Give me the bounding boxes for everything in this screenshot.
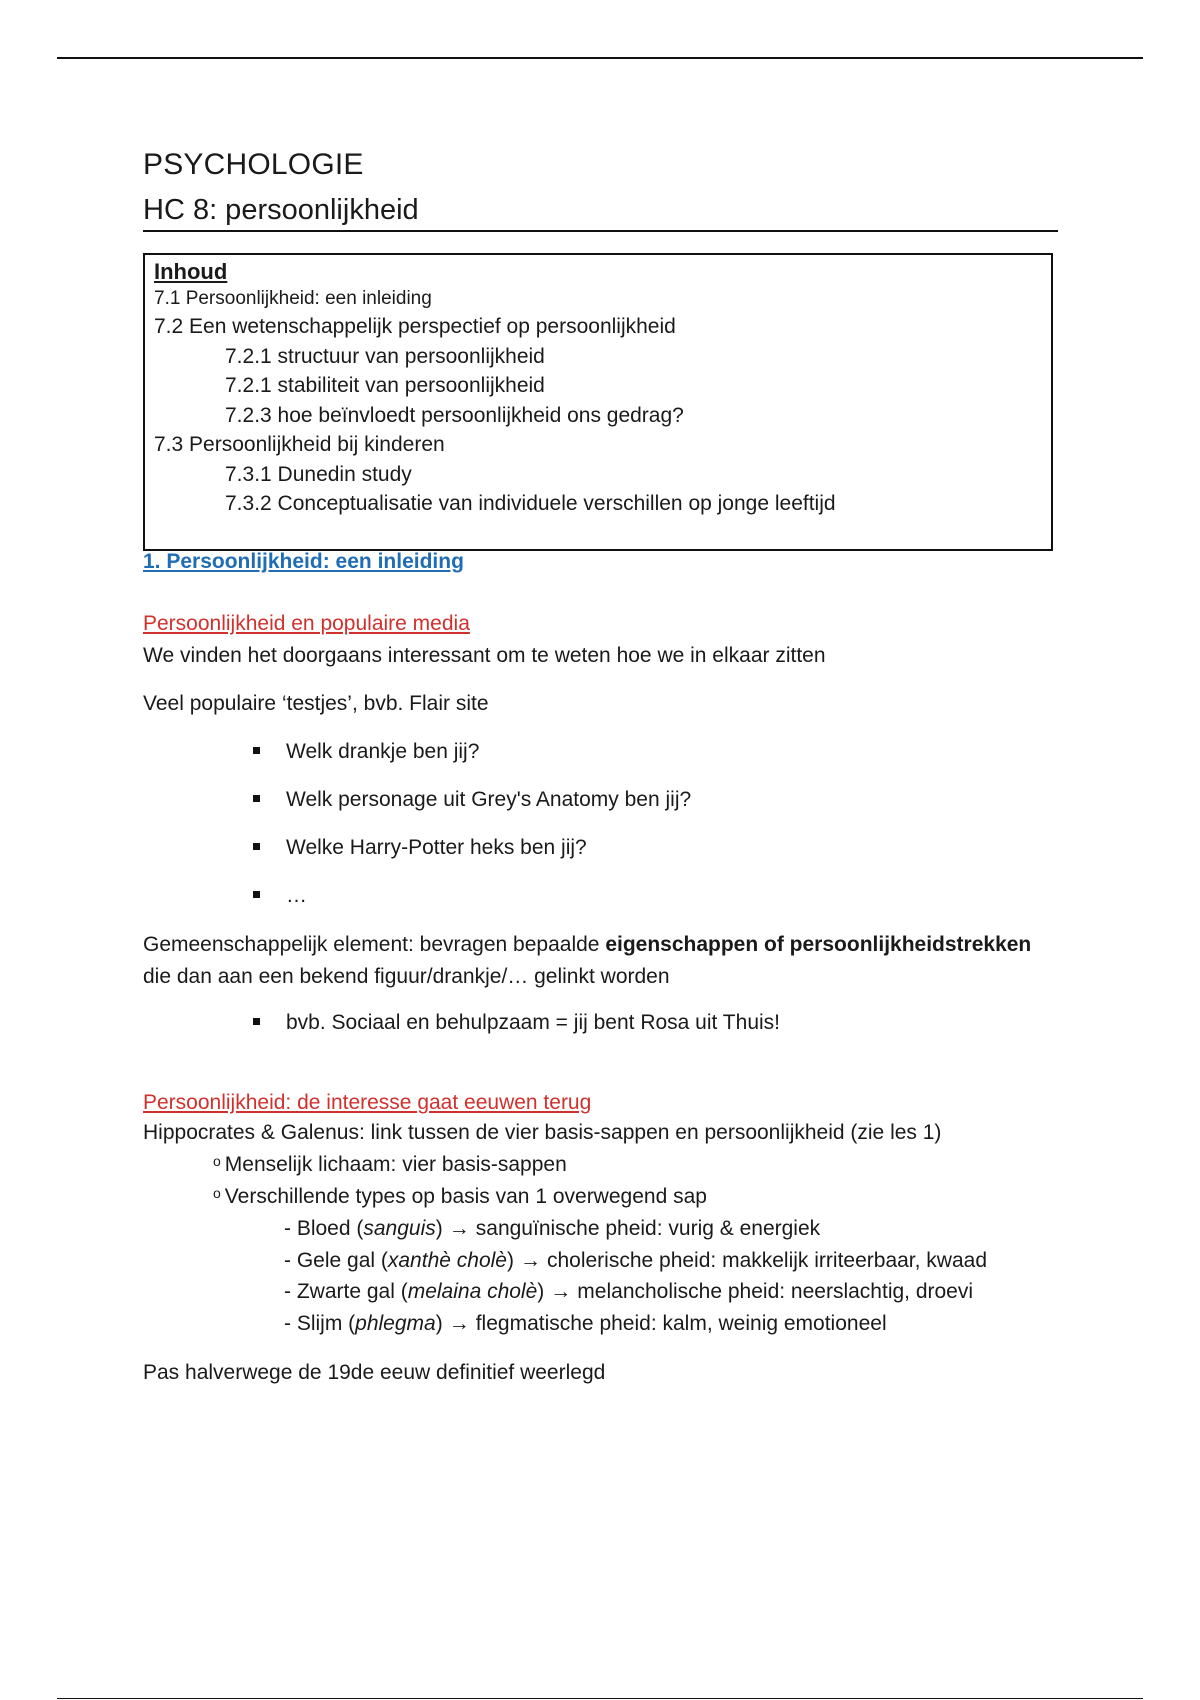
paragraph-text: Gemeenschappelijk element: bevragen bepaalde [143,933,606,956]
humor-result: cholerische pheid: makkelijk irriteerbaar, kwaad [546,1249,988,1272]
humor-suffix: ) [537,1280,545,1303]
arrow-right-icon: → [448,1312,470,1335]
footer-rule [57,1698,1143,1699]
emphasis-text: eigenschappen of persoonlijkheidstrekken [605,933,1032,956]
paragraph [143,933,1031,957]
arrow-right-icon: → [550,1280,572,1303]
list-item-text: bvb. Sociaal en behulpzaam = jij bent Rosa uit Thuis! [286,1011,780,1034]
bullet-icon [253,1018,260,1025]
humor-latin: melaina cholè [407,1280,538,1303]
subsection-heading: Persoonlijkheid en populaire media [143,612,470,635]
humor-result: sanguïnische pheid: vurig & energiek [475,1217,821,1240]
toc-item: 7.2.1 stabiliteit van persoonlijkheid [225,374,545,397]
arrow-right-icon: → [519,1249,541,1272]
table-of-contents [143,253,1053,551]
sub-point-text: Menselijk lichaam: vier basis-sappen [224,1153,567,1176]
humor-latin: sanguis [363,1217,436,1240]
list-item-text: Welke Harry-Potter heks ben jij? [286,836,587,859]
toc-item: 7.1 Persoonlijkheid: een inleiding [154,288,432,309]
humor-suffix: ) [435,1217,443,1240]
sub-point [213,1185,707,1209]
sub-point [213,1153,567,1177]
humor-line [284,1280,973,1304]
humor-suffix: ) [506,1249,514,1272]
humor-name: - Zwarte gal ( [284,1280,408,1303]
bullet-icon [253,747,260,754]
arrow-right-icon: → [448,1217,470,1240]
paragraph: Hippocrates & Galenus: link tussen de vier basis-sappen en persoonlijkheid (zie les 1) [143,1121,942,1144]
paragraph: We vinden het doorgaans interessant om te weten hoe we in elkaar zitten [143,644,826,667]
humor-result: flegmatische pheid: kalm, weinig emotioneel [475,1312,887,1335]
toc-item: 7.2.1 structuur van persoonlijkheid [225,344,545,368]
toc-item: 7.3 Persoonlijkheid bij kinderen [154,433,445,456]
toc-item: 7.3.2 Conceptualisatie van individuele verschillen op jonge leeftijd [225,492,836,515]
sub-point-text: Verschillende types op basis van 1 overwegend sap [224,1185,707,1208]
list-item [253,884,307,908]
paragraph: Pas halverwege de 19de eeuw definitief weerlegd [143,1361,606,1384]
paragraph: die dan aan een bekend figuur/drankje/… gelinkt worden [143,965,670,988]
humor-latin: xanthè cholè [387,1249,507,1272]
humor-name: - Gele gal ( [284,1249,388,1272]
list-item-text: … [286,884,307,907]
toc-item: 7.3.1 Dunedin study [225,462,412,486]
toc-heading: Inhoud [154,259,228,284]
paragraph: Veel populaire ‘testjes’, bvb. Flair site [143,692,489,715]
humor-name: - Slijm ( [284,1312,356,1335]
humor-result: melancholische pheid: neerslachtig, droevi [577,1280,974,1303]
document-subtitle: HC 8: persoonlijkheid [143,194,1058,232]
list-item [253,788,691,812]
degree-bullet-icon: o [213,1185,221,1201]
list-item [253,1011,780,1035]
humor-name: - Bloed ( [284,1217,364,1240]
bullet-icon [253,843,260,850]
toc-item: 7.2.3 hoe beïnvloedt persoonlijkheid ons gedrag? [225,403,684,427]
humor-line [284,1217,820,1241]
humor-latin: phlegma [355,1312,436,1335]
list-item-text: Welk personage uit Grey's Anatomy ben jij? [286,788,692,811]
section-heading: 1. Persoonlijkheid: een inleiding [143,550,464,573]
toc-item: 7.2 Een wetenschappelijk perspectief op persoonlijkheid [154,315,676,338]
document-title: PSYCHOLOGIE [143,148,364,181]
list-item [253,836,587,860]
bullet-icon [253,795,260,802]
humor-line [284,1312,887,1336]
humor-suffix: ) [435,1312,443,1335]
bullet-icon [253,891,260,898]
list-item [253,740,479,764]
degree-bullet-icon: o [213,1153,221,1169]
humor-line [284,1249,987,1273]
list-item-text: Welk drankje ben jij? [286,740,480,763]
subsection-heading: Persoonlijkheid: de interesse gaat eeuwen terug [143,1091,592,1114]
header-rule [57,57,1143,59]
